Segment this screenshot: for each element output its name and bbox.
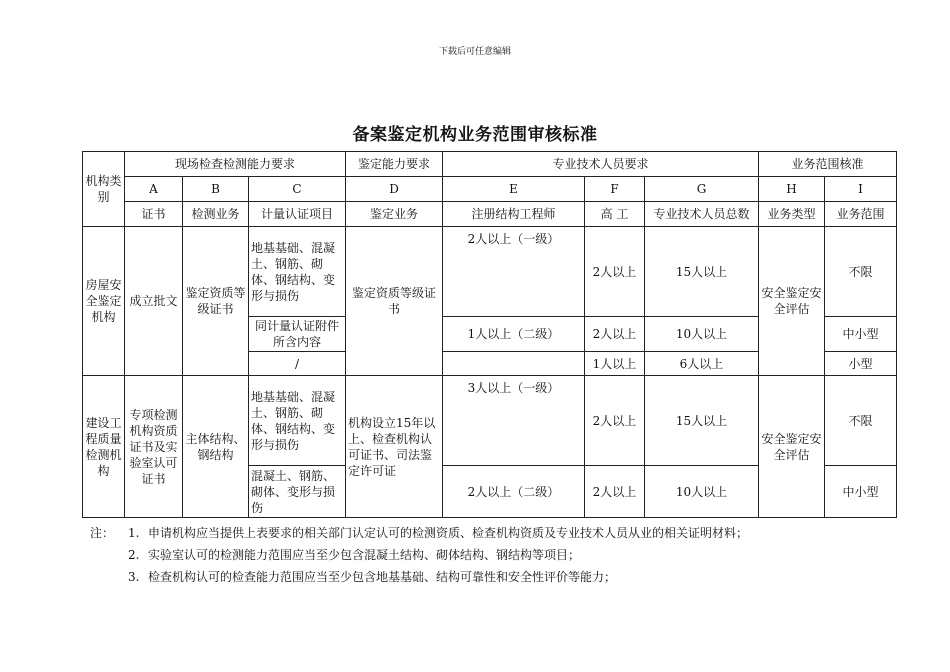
housing-scope-3: 小型 xyxy=(825,352,897,376)
housing-senior-3: 1人以上 xyxy=(585,352,645,376)
housing-metrology-3: / xyxy=(249,352,346,376)
housing-staff-2: 10人以上 xyxy=(645,317,759,352)
housing-engineer-1: 2人以上（一级） xyxy=(443,227,585,317)
letter-f: F xyxy=(585,177,645,202)
housing-metrology-1: 地基基础、混凝土、钢筋、砌体、钢结构、变形与损伤 xyxy=(249,227,346,317)
housing-engineer-2: 1人以上（二级） xyxy=(443,317,585,352)
note-item xyxy=(90,522,748,544)
letter-c: C xyxy=(249,177,346,202)
subheader-staff-total: 专业技术人员总数 xyxy=(645,202,759,227)
subheader-business-scope: 业务范围 xyxy=(825,202,897,227)
note-text: 实验室认可的检测能力范围应当至少包含混凝土结构、砌体结构、钢结构等项目； xyxy=(148,548,581,562)
header-field: 现场检查检测能力要求 xyxy=(125,152,346,177)
notes-lead: 注： xyxy=(90,526,115,540)
note-number: 3. xyxy=(128,570,140,584)
subheader-testing: 检测业务 xyxy=(183,202,249,227)
note-number: 1. xyxy=(128,526,140,540)
housing-staff-3: 6人以上 xyxy=(645,352,759,376)
document-title: 备案鉴定机构业务范围审核标准 xyxy=(352,125,598,145)
housing-certificate: 成立批文 xyxy=(125,227,183,376)
construction-appraisal: 机构设立15年以上、检查机构认可证书、司法鉴定许可证 xyxy=(346,376,443,518)
letter-i: I xyxy=(825,177,897,202)
subheader-business-type: 业务类型 xyxy=(759,202,825,227)
subheader-appraisal: 鉴定业务 xyxy=(346,202,443,227)
header-scope: 业务范围核准 xyxy=(759,152,897,177)
housing-scope-2: 中小型 xyxy=(825,317,897,352)
note-text: 申请机构应当提供上表要求的相关部门认定认可的检测资质、检查机构资质及专业技术人员从业的相关证明材料； xyxy=(148,526,749,540)
housing-metrology-2: 同计量认证附件所含内容 xyxy=(249,317,346,352)
construction-engineer-2: 2人以上（二级） xyxy=(443,466,585,518)
housing-senior-2: 2人以上 xyxy=(585,317,645,352)
construction-engineer-1: 3人以上（一级） xyxy=(443,376,585,466)
letter-g: G xyxy=(645,177,759,202)
letter-e: E xyxy=(443,177,585,202)
note-item xyxy=(90,544,748,566)
letter-a: A xyxy=(125,177,183,202)
header-appraisal: 鉴定能力要求 xyxy=(346,152,443,177)
construction-certificate: 专项检测机构资质证书及实验室认可证书 xyxy=(125,376,183,518)
subheader-certificate: 证书 xyxy=(125,202,183,227)
construction-senior-2: 2人以上 xyxy=(585,466,645,518)
header-note: 下载后可任意编辑 xyxy=(438,47,511,57)
housing-staff-1: 15人以上 xyxy=(645,227,759,317)
housing-appraisal: 鉴定资质等级证书 xyxy=(346,227,443,376)
construction-metrology-1: 地基基础、混凝土、钢筋、砌体、钢结构、变形与损伤 xyxy=(249,376,346,466)
letter-h: H xyxy=(759,177,825,202)
subheader-metrology: 计量认证项目 xyxy=(249,202,346,227)
construction-scope-2: 中小型 xyxy=(825,466,897,518)
note-text: 检查机构认可的检查能力范围应当至少包含地基基础、结构可靠性和安全性评价等能力； xyxy=(148,570,617,584)
housing-senior-1: 2人以上 xyxy=(585,227,645,317)
construction-testing: 主体结构、钢结构 xyxy=(183,376,249,518)
housing-engineer-3 xyxy=(443,352,585,376)
housing-scope-1: 不限 xyxy=(825,227,897,317)
note-number: 2. xyxy=(128,548,140,562)
housing-category: 房屋安全鉴定机构 xyxy=(83,227,125,376)
construction-metrology-2: 混凝土、钢筋、砌体、变形与损伤 xyxy=(249,466,346,518)
letter-d: D xyxy=(346,177,443,202)
letter-b: B xyxy=(183,177,249,202)
notes xyxy=(90,522,748,588)
subheader-senior: 高 工 xyxy=(585,202,645,227)
construction-senior-1: 2人以上 xyxy=(585,376,645,466)
construction-scope-1: 不限 xyxy=(825,376,897,466)
construction-category: 建设工程质量检测机构 xyxy=(83,376,125,518)
construction-staff-1: 15人以上 xyxy=(645,376,759,466)
header-staff: 专业技术人员要求 xyxy=(443,152,759,177)
housing-business-type: 安全鉴定安全评估 xyxy=(759,227,825,376)
standards-table xyxy=(82,151,897,518)
construction-business-type: 安全鉴定安全评估 xyxy=(759,376,825,518)
note-item xyxy=(90,566,748,588)
subheader-engineer: 注册结构工程师 xyxy=(443,202,585,227)
header-category: 机构类别 xyxy=(83,152,125,227)
housing-testing: 鉴定资质等级证书 xyxy=(183,227,249,376)
construction-staff-2: 10人以上 xyxy=(645,466,759,518)
